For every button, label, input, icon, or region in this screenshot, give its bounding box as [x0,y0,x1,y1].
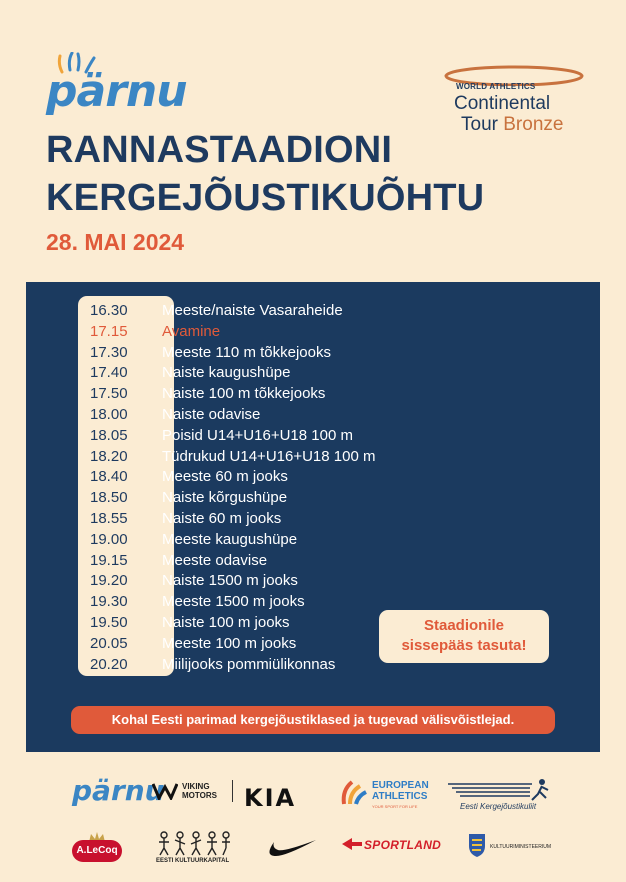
european-athletics-text: EUROPEAN ATHLETICS [372,780,429,802]
schedule-event: Naiste 60 m jooks [162,510,282,527]
badge-top-text: WORLD ATHLETICS [456,82,536,91]
kultuurkapital-text: EESTI KULTUURKAPITAL [156,858,230,864]
schedule-event: Tüdrukud U14+U16+U18 100 m [162,447,376,465]
free-entry-line-1: Staadionile [423,617,505,634]
schedule-event: Meeste 110 m tõkkejooks [162,343,331,361]
schedule-event: Meeste 1500 m jooks [162,593,305,611]
title-line-2: KERGEJÕUSTIKUÕHTU [46,177,485,219]
schedule-time: 17.15 [90,322,128,340]
kia-logo: KIA [244,784,297,812]
kultuurkapital-figures-icon [156,830,230,856]
free-entry-line-2: sissepääs tasuta! [401,637,527,654]
parnu-logo [44,52,187,118]
sportland-arrow-icon [342,836,362,852]
ekl-logo [446,778,550,811]
logo-divider [232,780,233,802]
schedule-time: 18.55 [90,510,128,527]
schedule-time: 19.15 [90,551,128,569]
schedule-time: 20.05 [90,634,128,652]
sportland-logo [342,836,442,857]
schedule-event: Miilijooks pommiülikonnas [162,655,336,673]
schedule-time: 19.30 [90,593,128,611]
parnu-sponsor-logo: pärnu [72,774,165,807]
ekl-text: Eesti Kergejõustikuliit [460,802,537,811]
schedule-event: Meeste/naiste Vasaraheide [162,302,343,319]
schedule-time: 18.20 [90,447,128,465]
schedule-time: 17.50 [90,385,128,403]
kultuuriministeerium-text: KULTUURIMINISTEERIUM [490,844,552,850]
schedule-panel [26,282,600,752]
sportland-text: SPORTLAND [364,838,442,852]
badge-middle-text: Continental [454,93,551,114]
viking-motors-text: VIKING MOTORS [182,782,217,800]
header [0,0,626,282]
european-athletics-logo [338,776,429,813]
schedule-time: 18.40 [90,468,128,486]
badge-tour-text: Tour [461,114,498,135]
sponsor-logos [0,752,626,882]
schedule-event: Meeste 60 m jooks [162,468,288,486]
viking-w-icon [152,782,178,800]
european-athletics-tagline: YOUR SPORT FOR LIFE [372,804,418,809]
nike-logo [266,836,318,863]
schedule-time: 19.20 [90,572,128,590]
schedule-time: 19.50 [90,614,128,631]
schedule-time: 19.00 [90,530,128,548]
schedule-event: Meeste odavise [162,551,268,569]
european-athletics-icon [338,776,370,808]
title-line-1: RANNASTAADIONI [46,129,393,171]
schedule-event: Meeste kaugushüpe [162,530,298,548]
schedule-event: Naiste odavise [162,406,261,423]
schedule-time: 17.30 [90,343,128,361]
page-title [46,126,484,222]
kultuurkapital-logo [156,830,230,864]
schedule-event: Avamine [162,322,221,340]
parnu-wordmark: pärnu [46,66,187,117]
estonian-crest-icon [468,832,486,858]
schedule-time: 18.05 [90,426,128,444]
nike-swoosh-icon [266,836,318,858]
schedule-event: Naiste kõrgushüpe [162,489,288,507]
schedule-time: 20.20 [90,655,128,673]
schedule-time: 17.40 [90,364,128,382]
alecoq-text: A.LeCoq [72,840,122,862]
viking-motors-logo [152,782,217,805]
alecoq-logo [72,830,122,856]
schedule-event: Naiste 1500 m jooks [162,572,298,590]
schedule-event: Meeste 100 m jooks [162,634,297,652]
schedule-time: 16.30 [90,302,128,319]
kultuuriministeerium-logo [468,832,552,863]
event-date: 28. MAI 2024 [46,229,185,255]
badge-bronze-text: Bronze [503,114,564,135]
schedule-event: Naiste kaugushüpe [162,364,291,382]
schedule-time: 18.50 [90,489,128,507]
ekl-runner-icon [446,778,550,802]
schedule-time: 18.00 [90,406,128,423]
schedule-event: Poisid U14+U16+U18 100 m [162,426,353,444]
free-entry-box [379,610,549,663]
schedule-event: Naiste 100 m tõkkejooks [162,385,326,403]
schedule-event: Naiste 100 m jooks [162,614,290,631]
athletes-banner: Kohal Eesti parimad kergejõustiklased ja tugevad välisvõistlejad. [71,706,555,734]
